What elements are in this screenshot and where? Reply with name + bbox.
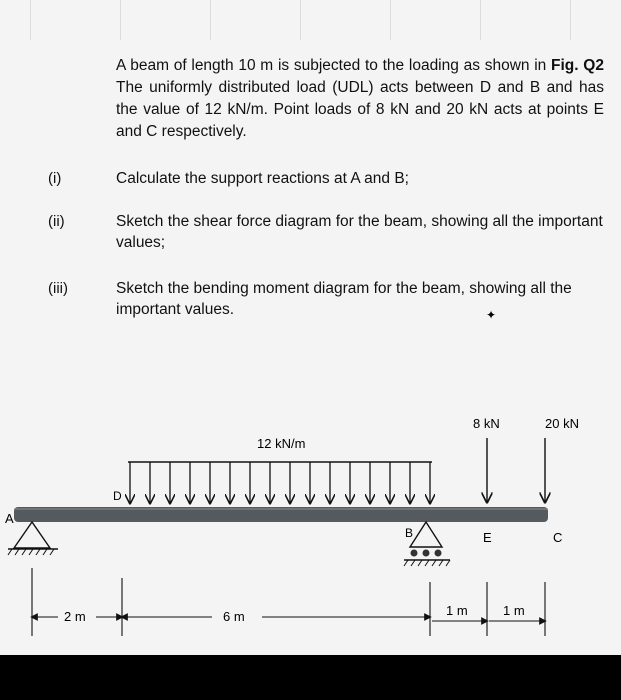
point-d-label: D bbox=[113, 489, 122, 503]
support-a bbox=[8, 522, 58, 555]
question-number: (ii) bbox=[48, 213, 65, 230]
intro-text-continued: The uniformly distributed load (UDL) acts between D and B and has the value of 12 kN/m. Point loads of 8 kN and 20 kN acts at points E and C respectively. bbox=[116, 79, 604, 140]
load-c-label: 20 kN bbox=[545, 416, 579, 431]
point-a-label: A bbox=[5, 511, 14, 526]
load-e-label: 8 kN bbox=[473, 416, 500, 431]
point-c-label: C bbox=[553, 530, 563, 545]
question-text: Calculate the support reactions at A and B; bbox=[116, 170, 409, 187]
point-e-label: E bbox=[483, 530, 492, 545]
intro-text: A beam of length 10 m is subjected to the loading as shown in bbox=[116, 57, 547, 74]
dim-be-label: 1 m bbox=[446, 603, 468, 618]
figure-reference: Fig. Q2 bbox=[551, 57, 604, 74]
dim-db-label: 6 m bbox=[223, 609, 245, 624]
question-number: (iii) bbox=[48, 280, 68, 297]
question-number: (i) bbox=[48, 170, 62, 187]
dim-ec-label: 1 m bbox=[503, 603, 525, 618]
point-b-label: B bbox=[405, 526, 414, 540]
dimension-lines bbox=[32, 568, 545, 636]
stray-mark: ✦ bbox=[486, 308, 497, 322]
udl-load bbox=[128, 462, 432, 503]
udl-label: 12 kN/m bbox=[257, 436, 306, 451]
question-text: Sketch the bending moment diagram for the beam, showing all the important values. bbox=[116, 280, 572, 318]
bottom-black-bar bbox=[0, 655, 621, 700]
dim-ad-label: 2 m bbox=[64, 609, 86, 624]
question-text: Sketch the shear force diagram for the beam, showing all the important values; bbox=[116, 213, 603, 251]
udl-arrows bbox=[130, 462, 430, 503]
